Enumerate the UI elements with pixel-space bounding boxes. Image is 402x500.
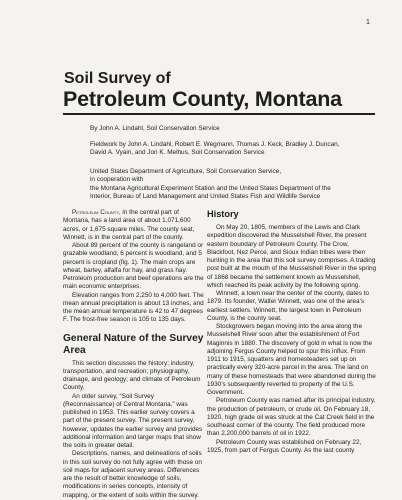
agency-line-3: the Montana Agricultural Experiment Station and the United States Department of the [90, 184, 331, 192]
author-line: By John A. Lindahl, Soil Conservation Service [90, 125, 220, 132]
land-use-paragraph: About 89 percent of the county is rangeland or grazable woodland, 6 percent is woodland, and 5 percent is cropland (fig. 1). The main crops are wheat, barley, alfalfa for hay, and grass hay. Petroleum production and beef operations are the main economic enterprises. [63, 242, 204, 291]
page-number: 1 [366, 19, 370, 26]
agency-line-4: Interior, Bureau of Land Management and United States Fish and Wildlife Service [90, 192, 321, 200]
fieldwork-line-1: Fieldwork by John A. Lindahl, Robert E. Wegmann, Thomas J. Keck, Bradley J. Duncan, [90, 141, 340, 148]
history-paragraph-3: Stockgrowers began moving into the area along the Musselshell River soon after the establishment of Fort Maginnis in 1880. The discovery of gold in what is now the adjoining Fergus County helped to spur this influx. From 1911 to 1915, squatters and homesteaders set up on practically every 320-acre parcel in the area. The land on many of these homesteads that were abandoned during the 1930’s subsequently reverted to property of the U.S. Government. [207, 323, 376, 396]
general-nature-heading: General Nature of the Survey Area [63, 332, 204, 356]
intro-text: in the central part of Montana, has a land area of about 1,071,600 acres, or 1,675 square miles. The county seat, Winnett, is in the central part of the county. [63, 209, 195, 241]
history-paragraph-4: Petroleum County was named after its principal industry, the production of petroleum, or crude oil. On February 18, 1920, high grade oil was struck at the Cat Creek field in the southeast corner of the county. The field produced more than 2,200,000 barrels of oil in 1922. [207, 397, 376, 438]
author-credit [90, 125, 390, 133]
history-heading: History [207, 209, 239, 219]
section-paragraph-1: This section discusses the history; industry, transportation, and recreation; physiography, drainage, and geology; and climate of Petroleum County. [63, 359, 201, 392]
elevation-paragraph: Elevation ranges from 2,250 to 4,000 feet. The mean annual precipitation is about 13 inches, and the mean annual temperature is 42 to 47 degrees F. The frost-free season is 105 to 135 days. [63, 291, 204, 324]
intro-county-name: Petroleum County, [72, 209, 121, 216]
section-paragraph-2: An older survey, “Soil Survey (Reconnaissance) of Central Montana,” was published in 1953. This earlier survey covers a part of the present survey. The present survey, however, updates the earlier survey and provides additional information and larger maps that show the soils in greater detail. [63, 392, 203, 449]
agency-line-2: in cooperation with [90, 176, 144, 184]
history-paragraph-5: Petroleum County was established on February 22, 1925, from part of Fergus County. As the last county [207, 438, 362, 454]
history-paragraph-2: Winnett, a town near the center of the county, dates to 1879. Its founder, Walter Winnett, was one of the area’s earliest settlers. Winnett, the largest town in Petroleum County, is the county seat. [207, 290, 369, 322]
agency-credit [90, 168, 390, 201]
title-rule [63, 113, 375, 115]
section-paragraph-3: Descriptions, names, and delineations of soils in this soil survey do not fully agree with those on soil maps for adjacent survey areas. Differences are the result of better knowledge of soils, modifications in series concepts, intensity of mapping, or the extent of soils within the survey. [63, 450, 202, 499]
left-column [63, 209, 206, 500]
right-column [207, 209, 377, 455]
title-line-2: Petroleum County, Montana [63, 87, 342, 111]
fieldwork-credit [90, 141, 390, 158]
agency-line-1: United States Department of Agriculture, Soil Conservation Service, [90, 168, 282, 175]
history-paragraph-1: On May 20, 1805, members of the Lewis and Clark expedition discovered the Musselshell River, the present eastern boundary of Petroleum County. The Crow, Blackfoot, Nez Perce, and Sioux Indian tribes were then hunting in the area that this soil survey comprises. A trading post built at the mouth of the Musselshell River in the spring of 1868 became the settlement known as Musselshell, which reached its peak activity by the following spring. [207, 224, 377, 289]
title-line-1: Soil Survey of [64, 70, 171, 87]
fieldwork-line-2: David A. Vyain, and Jon K. Melhus, Soil Conservation Service [90, 149, 265, 157]
intro-paragraph [63, 209, 206, 242]
